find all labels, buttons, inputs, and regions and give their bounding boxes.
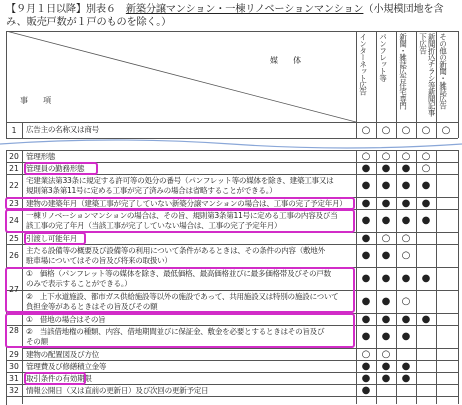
body-column-line	[458, 150, 459, 404]
required-mark: ●	[381, 197, 391, 209]
body-column-line	[356, 150, 357, 404]
required-mark: ●	[361, 296, 371, 307]
row-text: 負担金等があるときはその旨及びその額	[26, 302, 158, 311]
optional-mark: ○	[421, 150, 431, 162]
row-number: 23	[9, 198, 19, 208]
optional-mark: ○	[421, 162, 431, 174]
optional-mark: ○	[401, 150, 411, 162]
title-main: 新築分譲マンション・一棟リノベーションマンション	[125, 4, 364, 15]
body-column-line	[376, 150, 377, 404]
row-number: 26	[9, 251, 19, 260]
title-prefix: 【９月１日以降】別表６	[6, 4, 126, 15]
optional-mark: ○	[401, 125, 411, 136]
required-mark: ●	[381, 273, 391, 284]
required-mark: ●	[401, 215, 411, 226]
row-text: 管理員の勤務形態	[26, 164, 85, 173]
row-number: 31	[9, 373, 19, 383]
optional-mark: ○	[361, 150, 371, 162]
row-number: 28	[9, 325, 19, 335]
row-number: 32	[9, 385, 19, 395]
required-mark: ●	[401, 162, 411, 174]
row-text: 宅建業法第33条に規定する許可等の処分の番号（パンフレット等の媒体を除き、建築工事又は	[26, 176, 334, 185]
row-number: 1	[11, 126, 17, 135]
optional-mark: ○	[361, 125, 371, 136]
row-number: 25	[9, 233, 19, 243]
required-mark: ●	[361, 215, 371, 226]
highlight-box	[24, 162, 98, 175]
header-column-label: パンフレット等	[378, 33, 388, 82]
row-text: 建物の配置図及び方位	[26, 350, 99, 359]
required-mark: ●	[401, 273, 411, 284]
required-mark: ●	[361, 360, 371, 372]
optional-mark: ○	[441, 125, 451, 136]
row-text: その額	[26, 337, 48, 346]
required-mark: ●	[361, 372, 371, 384]
required-mark: ●	[381, 331, 391, 342]
page-title	[6, 3, 458, 29]
required-mark: ●	[361, 384, 371, 396]
header-column-label: インターネット広告	[358, 33, 368, 96]
row-text: 一棟リノベーションマンションの場合は、その旨、規則第3条第11号に定める工事の内容及び当	[26, 211, 338, 220]
required-mark: ●	[421, 180, 431, 191]
row-text: 管理形態	[26, 152, 56, 161]
required-mark: ●	[401, 372, 411, 384]
row-text: 広告主の名称又は商号	[26, 125, 99, 134]
optional-mark: ○	[401, 296, 411, 307]
required-mark: ●	[421, 197, 431, 209]
required-mark: ●	[361, 197, 371, 209]
highlight-box	[5, 209, 355, 233]
body-column-line	[396, 150, 397, 404]
row-text: 情報公開日（又は直前の更新日）及び次回の更新予定日	[26, 386, 209, 395]
row-number: 29	[9, 349, 19, 359]
required-mark: ●	[361, 180, 371, 191]
required-mark: ●	[381, 162, 391, 174]
highlight-box	[24, 372, 86, 385]
title-suffix: （小規模団地を含み、販売戸数が１戸のものを除く。）	[6, 4, 444, 28]
row-text: 駐車場についてはその旨及び将来の取扱い）	[26, 256, 172, 265]
required-mark: ●	[381, 313, 391, 325]
header-column-label: その他の新聞・雑誌広告	[438, 33, 448, 109]
required-mark: ●	[361, 331, 371, 342]
body-column-line	[416, 150, 417, 404]
required-mark: ●	[381, 372, 391, 384]
optional-mark: ○	[381, 125, 391, 136]
row-text: 規則第3条第11号に定める工事が完了済みの場合は省略することができる。）	[26, 186, 277, 195]
optional-mark: ○	[381, 232, 391, 244]
row-text: 建物の建築年月（建築工事が完了していない新築分譲マンションの場合は、工事の完了予定年月）	[26, 199, 347, 208]
row-text: 引渡し可能年月	[26, 234, 78, 243]
optional-mark: ○	[401, 232, 411, 244]
row-text: 取引条件の有効期限	[26, 374, 92, 383]
optional-mark: ○	[421, 125, 431, 136]
required-mark: ●	[361, 250, 371, 261]
row-number: 22	[9, 181, 19, 190]
required-mark: ●	[361, 313, 371, 325]
required-mark: ●	[381, 180, 391, 191]
row-text: ② 上下水道施設、都市ガス供給施設等以外の施設であって、共用施設又は特別の施設について	[26, 292, 339, 301]
optional-mark: ○	[381, 348, 391, 360]
required-mark: ●	[421, 215, 431, 226]
header-column-line	[458, 31, 459, 138]
body-column-line	[436, 150, 437, 404]
required-mark: ●	[401, 313, 411, 325]
row-divider	[6, 396, 458, 397]
header-media-label: 媒 体	[270, 56, 301, 65]
required-mark: ●	[381, 215, 391, 226]
header-diagonal	[6, 31, 356, 122]
required-mark: ●	[361, 273, 371, 284]
row-text: のみで表示することができる。）	[26, 279, 132, 288]
row-number: 21	[9, 163, 19, 173]
header-column-label: 新聞折込チラシ等新聞記事下広告	[418, 33, 437, 116]
header-column-label: 新聞・雑誌広告住宅専門	[398, 33, 408, 109]
row-divider	[22, 348, 458, 349]
required-mark: ●	[381, 296, 391, 307]
required-mark: ●	[361, 232, 371, 244]
row-text: 管理費及び修繕積立金等	[26, 362, 107, 371]
required-mark: ●	[401, 180, 411, 191]
header-item-label: 事 項	[20, 96, 51, 105]
row-number: 24	[9, 216, 19, 225]
required-mark: ●	[401, 197, 411, 209]
required-mark: ●	[401, 331, 411, 342]
table-break-wave	[0, 136, 462, 152]
highlight-box	[24, 232, 86, 245]
required-mark: ●	[421, 313, 431, 325]
row-text: ① 借地の場合はその旨	[26, 315, 106, 324]
required-mark: ●	[381, 360, 391, 372]
row-text: ② 当該借地権の種類、内容、借地期間並びに保証金、敷金を必要とするときはその旨及び	[26, 327, 325, 336]
row-text: 主たる設備等の概要及び設備等の利用について条件があるときは、その条件の内容（敷地外	[26, 246, 325, 255]
row-number: 27	[9, 285, 19, 294]
row-number: 30	[9, 361, 19, 371]
header-bottom-line	[6, 122, 458, 123]
optional-mark: ○	[361, 348, 371, 360]
required-mark: ●	[361, 162, 371, 174]
row-number: 20	[9, 151, 19, 161]
optional-mark: ○	[381, 150, 391, 162]
row-text: 該工事の完了年月（当該工事が完了していない場合は、工事の完了予定年月）	[26, 221, 282, 230]
row-text: ① 価格（パンフレット等の媒体を除き、最低価格、最高価格並びに最多価格帯及びその戸数	[26, 269, 331, 278]
required-mark: ●	[381, 250, 391, 261]
required-mark: ●	[421, 273, 431, 284]
required-mark: ●	[401, 360, 411, 372]
optional-mark: ○	[401, 250, 411, 261]
